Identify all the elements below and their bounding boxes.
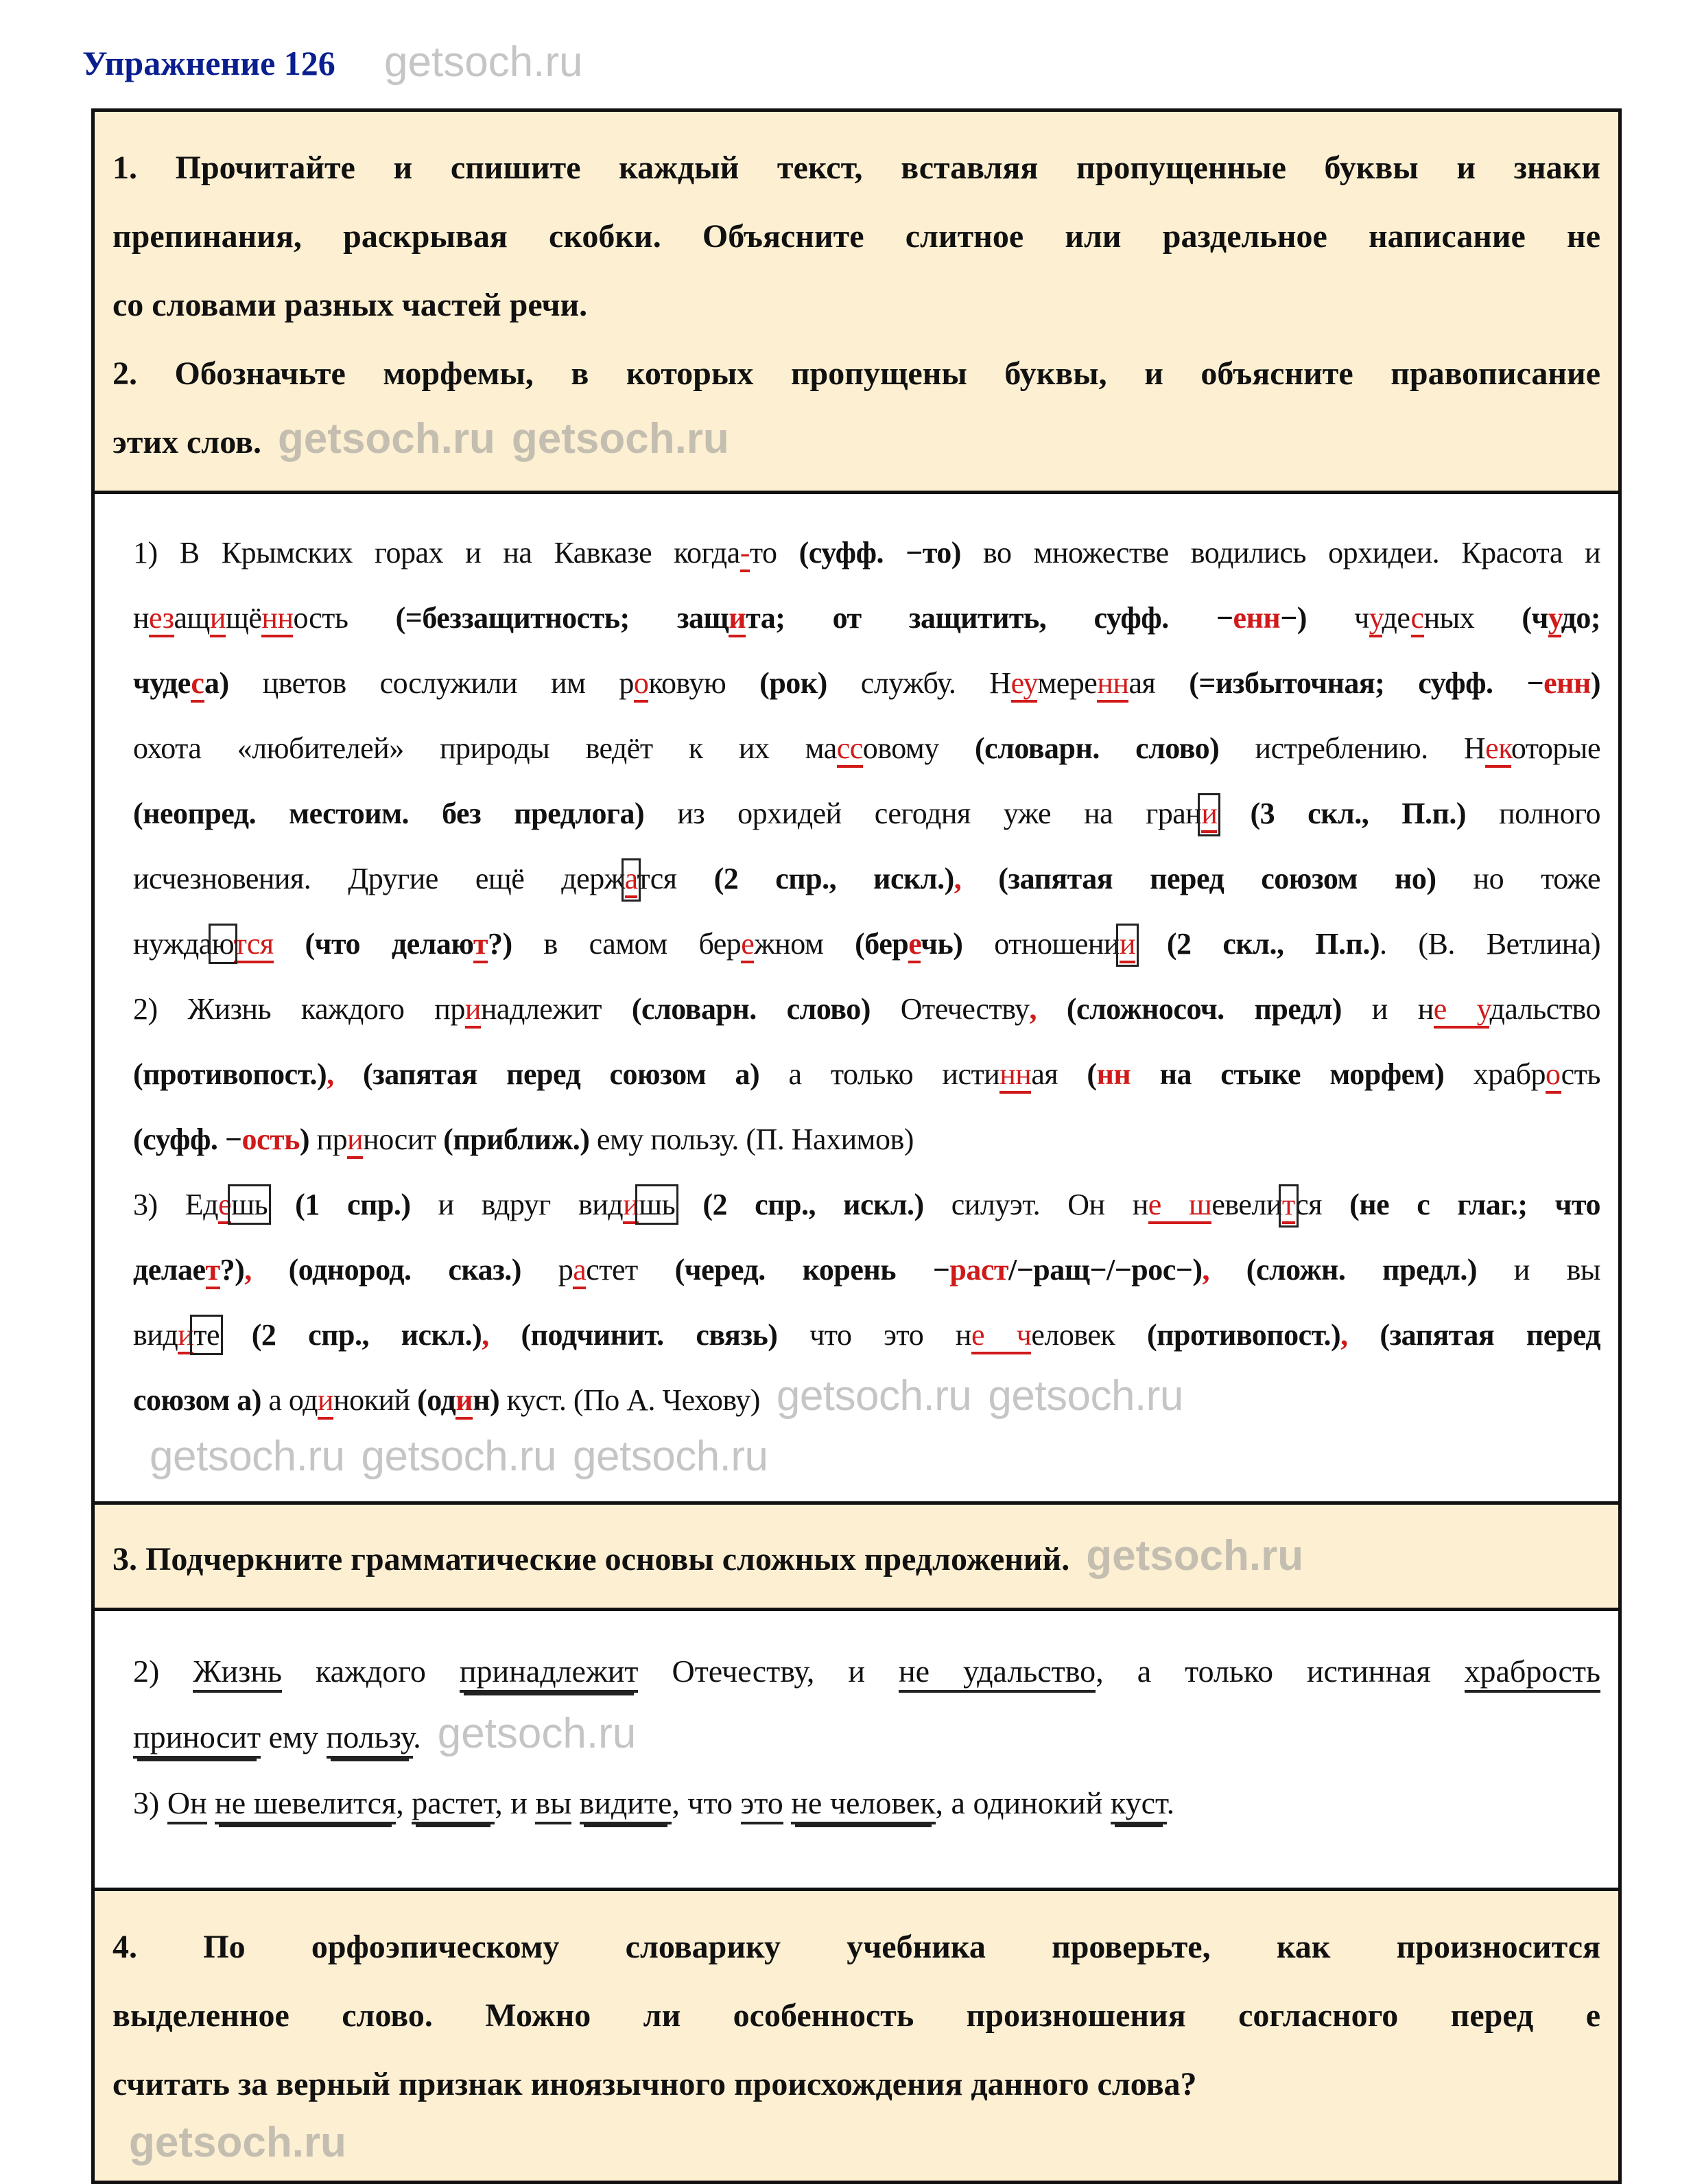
highlight: нн: [1096, 1057, 1131, 1091]
answer-1-section: [95, 494, 1618, 1505]
inserted-comma: ,: [327, 1057, 334, 1091]
highlight: енн: [1543, 666, 1591, 700]
answer-line-9: [133, 1042, 1600, 1107]
text: ся: [1295, 1188, 1350, 1221]
answer-line-14: [133, 1367, 1600, 1433]
subject: Жизнь: [193, 1654, 282, 1693]
answer-line-3: [133, 650, 1600, 716]
inserted-letter: тся: [234, 927, 274, 963]
text: оторые: [1511, 731, 1601, 765]
text: , и: [495, 1785, 536, 1820]
ending: шь: [231, 1188, 268, 1221]
text: и вдруг вид: [410, 1188, 624, 1221]
watermark: getsoch.ru: [573, 1433, 768, 1480]
note: до;: [1561, 601, 1600, 635]
inserted-letter: и: [347, 1123, 363, 1159]
text: . (В. Ветлина): [1380, 927, 1600, 961]
text: куст. (По А. Чехову): [499, 1383, 760, 1417]
note: (2 скл., П.п.): [1135, 927, 1380, 961]
predicate: не человек: [791, 1785, 935, 1824]
watermark: getsoch.ru: [511, 415, 729, 462]
inserted-letter: нн: [261, 601, 293, 637]
note: та; от защитить, суфф. −: [746, 601, 1233, 635]
predicate: куст: [1111, 1785, 1167, 1824]
task-line: 1. Прочитайте и спишите каждый текст, вставляя пропущенные буквы и знаки: [113, 150, 1600, 186]
inserted-letter: с: [191, 666, 204, 703]
sentence-3: [133, 1770, 1600, 1836]
text: ащ: [174, 601, 210, 635]
note: а): [204, 666, 229, 700]
inserted-letter: с: [1411, 601, 1424, 637]
watermark: getsoch.ru: [129, 2119, 346, 2166]
note: на стыке морфем): [1131, 1057, 1445, 1091]
text: пр: [309, 1123, 348, 1156]
answer-line-8: [133, 976, 1600, 1042]
answer-line-2: [133, 585, 1600, 650]
text: в самом бер: [512, 927, 742, 961]
inserted-letter: -: [740, 536, 750, 572]
text: во множестве водились орхидеи. Красота и: [960, 536, 1600, 570]
note: (запятая перед союзом а): [333, 1057, 760, 1091]
inserted-letter: е ч: [971, 1318, 1031, 1354]
inserted-letter: а: [573, 1253, 586, 1289]
text: надлежит: [480, 992, 632, 1026]
watermark-row: [133, 1433, 1600, 1481]
inserted-letter: ек: [1485, 731, 1511, 768]
text: а только исти: [759, 1057, 1000, 1091]
inserted-letter: и: [1120, 927, 1135, 963]
watermark-row: [113, 2119, 1600, 2167]
answer-line-12: [133, 1237, 1600, 1302]
answer-1-text: [133, 520, 1600, 1481]
note: делае: [133, 1253, 206, 1287]
text: службу. Н: [827, 666, 1011, 700]
text: овому: [862, 731, 975, 765]
note: ): [1590, 666, 1600, 700]
subject: не удальство: [899, 1654, 1096, 1693]
task-4-text: [113, 1913, 1600, 2167]
inserted-letter: и: [210, 601, 226, 637]
highlight: енн: [1233, 601, 1281, 635]
text: то: [749, 536, 799, 570]
answer-3-text: [133, 1639, 1600, 1836]
note: (противопост.): [1146, 1318, 1341, 1352]
inserted-letter: т: [473, 927, 488, 963]
note: (1 спр.): [268, 1188, 411, 1221]
answer-line-6: [133, 846, 1600, 911]
inserted-comma: ,: [1340, 1318, 1348, 1352]
task-line: считать за верный признак иноязычного происхождения данного слова?: [113, 2066, 1197, 2102]
note: −): [1280, 601, 1307, 635]
inserted-letter: е у: [1434, 992, 1490, 1029]
note: (рок): [759, 666, 827, 700]
ending: шь: [639, 1188, 676, 1221]
note: /−ращ−/−рос−): [1008, 1253, 1203, 1287]
text: .: [413, 1719, 421, 1754]
text: 1) В Крымских горах и на Кавказе когда: [133, 536, 740, 570]
answer-line-7: [133, 911, 1600, 976]
text: истреблению. Н: [1219, 731, 1486, 765]
note: (суфф. −то): [798, 536, 961, 570]
exercise-title: Упражнение 126: [82, 44, 335, 82]
note: ): [299, 1123, 310, 1156]
inserted-letter: о: [634, 666, 649, 703]
note: (запятая перед союзом но): [961, 862, 1436, 895]
text: храбр: [1444, 1057, 1546, 1091]
task-line: 2. Обозначьте морфемы, в которых пропущены буквы, и объясните правописание: [113, 355, 1600, 392]
answer-line-10: [133, 1107, 1600, 1172]
task-1-2-section: [95, 112, 1618, 494]
inserted-letter: е: [218, 1188, 231, 1224]
text: и вы: [1477, 1253, 1600, 1287]
answer-line-13: [133, 1302, 1600, 1367]
text: из орхидей сегодня уже на гран: [644, 797, 1202, 830]
note: (не с глаг.; что: [1349, 1188, 1601, 1221]
inserted-letter: ез: [149, 601, 174, 637]
task-1-2-text: [113, 134, 1600, 477]
note: (приближ.): [443, 1123, 590, 1156]
text: Отечеству: [870, 992, 1030, 1026]
text: ковую: [648, 666, 760, 700]
inserted-comma: ,: [244, 1253, 252, 1287]
text: 3) Ед: [133, 1188, 219, 1221]
note: (словарн. слово): [631, 992, 871, 1026]
answer-line-11: [133, 1172, 1600, 1237]
ending: те: [193, 1318, 220, 1352]
text: р: [521, 1253, 573, 1287]
inserted-comma: ,: [1202, 1253, 1209, 1287]
text: еловек: [1031, 1318, 1147, 1352]
subject: это: [741, 1785, 783, 1824]
text: тся: [637, 862, 714, 895]
text: охота «любителей» природы ведёт к их ма: [133, 731, 837, 765]
inserted-letter: а: [625, 862, 637, 898]
text: [207, 1785, 215, 1820]
note: (2 спр., искл.): [675, 1188, 924, 1221]
note: чуде: [133, 666, 191, 700]
inserted-letter: т: [206, 1253, 220, 1289]
watermark: getsoch.ru: [277, 415, 495, 462]
predicate: приносит: [133, 1719, 261, 1759]
ending: ю: [211, 927, 234, 961]
note: (противопост.): [133, 1057, 327, 1091]
inserted-letter: т: [1282, 1188, 1295, 1224]
predicate: принадлежит: [460, 1654, 639, 1693]
text: 3): [133, 1785, 167, 1820]
answer-line-1: [133, 520, 1600, 585]
inserted-letter: у: [1369, 601, 1382, 637]
inserted-letter: нн: [1097, 666, 1128, 703]
highlight: раст: [949, 1253, 1008, 1287]
text: , а одинокий: [935, 1785, 1111, 1820]
text: Отечеству, и: [638, 1654, 899, 1689]
note: н): [473, 1383, 500, 1417]
note: (однород. сказ.): [251, 1253, 521, 1287]
task-line: препинания, раскрывая скобки. Объясните слитное или раздельное написание не: [113, 218, 1600, 255]
task-line: [113, 1525, 1600, 1594]
inserted-comma: ,: [482, 1318, 489, 1352]
inserted-letter: и: [1201, 797, 1217, 833]
task-line: выделенное слово. Можно ли особенность произношения согласного перед е: [113, 1997, 1600, 2034]
task-line-text: этих слов.: [113, 424, 261, 460]
note: (2 спр., искл.): [220, 1318, 482, 1352]
inserted-comma: ,: [1029, 992, 1037, 1026]
text: щё: [225, 601, 262, 635]
note: (подчинит. связь): [488, 1318, 778, 1352]
text: [571, 1785, 580, 1820]
text: , что: [672, 1785, 741, 1820]
task-3-text: [113, 1525, 1600, 1594]
predicate: растет: [412, 1785, 495, 1824]
task-line: [113, 408, 1600, 477]
watermark: getsoch.ru: [361, 1433, 557, 1480]
inserted-comma: ,: [954, 862, 962, 895]
text: цветов сослужили им р: [228, 666, 634, 700]
inserted-letter: и: [623, 1188, 639, 1224]
watermark: getsoch.ru: [988, 1372, 1183, 1420]
task-3-section: [95, 1505, 1618, 1611]
inserted-letter: и: [318, 1383, 333, 1420]
text: де: [1382, 601, 1411, 635]
text: [783, 1785, 792, 1820]
text: полного: [1466, 797, 1601, 830]
watermark: getsoch.ru: [776, 1372, 972, 1420]
sentence-2-line-2: [133, 1704, 1600, 1770]
sentence-2-line-1: [133, 1639, 1600, 1704]
note: (что делаю: [273, 927, 473, 961]
text: вид: [133, 1318, 178, 1352]
note: (черед. корень −: [674, 1253, 950, 1287]
inserted-letter: нн: [999, 1057, 1031, 1094]
text: , а только истинная: [1096, 1654, 1465, 1689]
watermark: getsoch.ru: [150, 1433, 345, 1480]
inserted-letter: и: [729, 601, 746, 637]
text: ая: [1031, 1057, 1087, 1091]
text: нужда: [133, 927, 212, 961]
text: 2) Жизнь каждого пр: [133, 992, 465, 1026]
note: (словарн. слово): [975, 731, 1220, 765]
text: исчезновения. Другие ещё держ: [133, 862, 625, 895]
inserted-letter: и: [465, 992, 481, 1029]
note: (неопред. местоим. без предлога): [133, 797, 645, 830]
subject: вы: [535, 1785, 571, 1824]
text: нокий: [333, 1383, 418, 1417]
text: но тоже: [1436, 862, 1600, 895]
note: (сложн. предл.): [1209, 1253, 1477, 1287]
text: силуэт. Он н: [923, 1188, 1148, 1221]
text: дальство: [1489, 992, 1601, 1026]
note: (3 скл., П.п.): [1250, 797, 1467, 830]
note: (запятая перед: [1347, 1318, 1600, 1352]
predicate: не шевелится: [215, 1785, 396, 1824]
note: (: [1087, 1057, 1097, 1091]
text: ных: [1423, 601, 1522, 635]
inserted-letter: е ш: [1148, 1188, 1212, 1224]
predicate: видите: [580, 1785, 672, 1824]
inserted-letter: е: [741, 927, 754, 963]
inserted-letter: у: [1548, 601, 1561, 637]
task-4-section: [95, 1891, 1618, 2181]
note: (2 спр., искл.): [713, 862, 954, 895]
task-line: 4. По орфоэпическому словарику учебника проверьте, как произносится: [113, 1929, 1600, 1965]
text: мере: [1037, 666, 1098, 700]
text: а од: [261, 1383, 318, 1417]
watermark: getsoch.ru: [1086, 1532, 1304, 1580]
task-line-text: 3. Подчеркните грамматические основы сложных предложений.: [113, 1541, 1070, 1577]
note: (од: [417, 1383, 456, 1417]
inserted-letter: и: [455, 1383, 473, 1420]
answer-3-section: [95, 1611, 1618, 1891]
inserted-letter: еу: [1011, 666, 1038, 703]
text: жном: [754, 927, 855, 961]
note: (бер: [855, 927, 909, 961]
note: союзом а): [133, 1383, 261, 1417]
note: (ч: [1522, 601, 1548, 635]
text: [1217, 797, 1250, 830]
note: (=избыточная; суфф. −: [1189, 666, 1544, 700]
inserted-letter: о: [1546, 1057, 1561, 1094]
note: (суфф. −: [133, 1123, 242, 1156]
note: (=беззащитность; защ: [395, 601, 729, 635]
inserted-letter: е: [908, 927, 921, 963]
text: ему пользу. (П. Нахимов): [589, 1123, 914, 1156]
watermark: getsoch.ru: [384, 38, 583, 86]
text: н: [133, 601, 150, 635]
note: ?): [220, 1253, 245, 1287]
text: что это н: [777, 1318, 971, 1352]
text: ему: [261, 1719, 327, 1754]
text: ая: [1128, 666, 1190, 700]
predicate: пользу: [327, 1719, 414, 1759]
highlight: ость: [241, 1123, 300, 1156]
text: ость: [293, 601, 396, 635]
task-line: со словами разных частей речи.: [113, 287, 588, 323]
text: сть: [1561, 1057, 1600, 1091]
note: чь): [921, 927, 963, 961]
text: евели: [1211, 1188, 1282, 1221]
inserted-letter: сс: [837, 731, 863, 768]
text: и н: [1341, 992, 1434, 1026]
answer-line-5: [133, 781, 1600, 846]
text: ч: [1306, 601, 1369, 635]
note: ?): [488, 927, 512, 961]
text: каждого: [281, 1654, 460, 1689]
text: 2): [133, 1654, 193, 1689]
answer-line-4: [133, 716, 1600, 781]
subject: Он: [167, 1785, 207, 1824]
watermark: getsoch.ru: [437, 1710, 637, 1757]
text: .: [1166, 1785, 1175, 1820]
text: ,: [396, 1785, 412, 1820]
exercise-table: [91, 108, 1622, 2184]
note: (сложносоч. предл): [1037, 992, 1342, 1026]
text: стет: [586, 1253, 675, 1287]
text: носит: [363, 1123, 444, 1156]
text: отношени: [962, 927, 1120, 961]
inserted-letter: и: [178, 1318, 193, 1354]
subject: храбрость: [1465, 1654, 1600, 1693]
